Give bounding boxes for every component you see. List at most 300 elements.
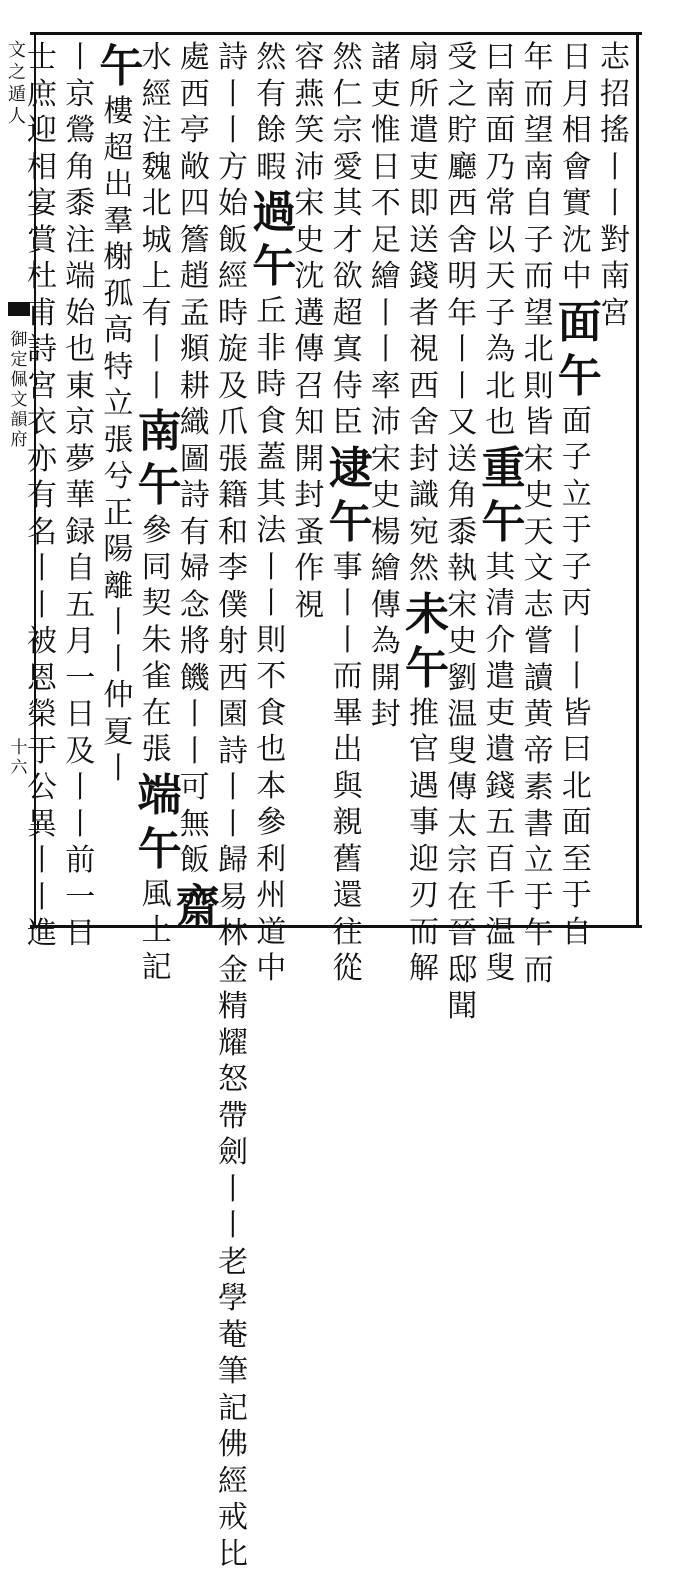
text-char: 則 <box>252 623 290 660</box>
text-char: 劍 <box>214 1135 252 1172</box>
text-run <box>290 186 328 624</box>
text-char: 于 <box>558 513 596 550</box>
text-char: 丨 <box>329 586 367 623</box>
text-char: 衣 <box>23 405 61 442</box>
text-char: 鶯 <box>61 113 99 150</box>
text-char: 刃 <box>405 878 443 915</box>
text-column-3 <box>520 40 558 920</box>
headword <box>99 40 137 94</box>
text-char: 沛 <box>367 405 405 442</box>
text-char: 面 <box>558 404 596 441</box>
text-char: 實 <box>558 186 596 223</box>
text-char: 道 <box>252 915 290 952</box>
text-column-6 <box>405 40 443 920</box>
text-char: 丨 <box>99 642 137 679</box>
text-char: 精 <box>214 989 252 1026</box>
text-run <box>558 40 596 296</box>
text-char: 丨 <box>61 770 99 807</box>
text-char: 皆 <box>520 405 558 442</box>
text-run <box>329 40 367 442</box>
text-column-5 <box>443 40 481 920</box>
text-char: 召 <box>290 369 328 406</box>
text-char: 親 <box>329 805 367 842</box>
text-char: 受 <box>443 40 481 77</box>
text-char: 傳 <box>443 770 481 807</box>
text-char: 欲 <box>329 259 367 296</box>
text-char: 天 <box>520 515 558 552</box>
headword-char: 午 <box>405 642 443 696</box>
text-char: 日 <box>367 150 405 187</box>
text-char: 丨 <box>443 369 481 406</box>
headword <box>481 442 519 550</box>
text-char: 舊 <box>329 842 367 879</box>
text-char: 丨 <box>558 623 596 660</box>
text-char: 其 <box>481 550 519 587</box>
text-char: 開 <box>367 661 405 698</box>
text-char: 老 <box>214 1245 252 1282</box>
text-char: 立 <box>558 477 596 514</box>
text-char: 晉 <box>443 916 481 953</box>
text-char: 耀 <box>214 1026 252 1063</box>
text-char: 亦 <box>23 442 61 479</box>
text-char: 丨 <box>23 588 61 625</box>
text-char: 則 <box>520 369 558 406</box>
text-char: 有 <box>176 515 214 552</box>
text-char: 饑 <box>176 661 214 698</box>
text-char: 名 <box>23 515 61 552</box>
text-char: 僕 <box>214 588 252 625</box>
text-char: 暇 <box>252 150 290 187</box>
text-char: 宛 <box>405 515 443 552</box>
text-char: 官 <box>405 732 443 769</box>
margin-char: 府 <box>6 430 32 450</box>
text-column-15 <box>61 40 99 920</box>
text-char: 天 <box>481 259 519 296</box>
text-char: 本 <box>252 769 290 806</box>
text-char: 舍 <box>405 405 443 442</box>
text-char: 北 <box>481 369 519 406</box>
text-char: 丨 <box>176 697 214 734</box>
text-char: 繪 <box>367 259 405 296</box>
text-char: 非 <box>252 331 290 368</box>
margin-char: 十 <box>6 738 32 758</box>
headword <box>138 769 176 877</box>
text-char: 丨 <box>23 843 61 880</box>
text-char: 華 <box>61 478 99 515</box>
text-char: 前 <box>61 843 99 880</box>
headword-char: 午 <box>138 459 176 513</box>
text-char: 不 <box>367 186 405 223</box>
text-char: 菴 <box>214 1318 252 1355</box>
text-char: 温 <box>481 915 519 952</box>
text-char: 封 <box>290 478 328 515</box>
text-char: 才 <box>329 223 367 260</box>
text-char: 史 <box>443 624 481 661</box>
margin-char: 人 <box>2 106 32 128</box>
text-char: 張 <box>138 732 176 769</box>
text-column-11 <box>214 40 252 920</box>
text-char: 夏 <box>99 715 137 752</box>
text-char: 望 <box>520 113 558 150</box>
headword-char: 午 <box>481 496 519 550</box>
text-char: 宴 <box>23 186 61 223</box>
text-char: 榭 <box>99 240 137 277</box>
text-char: 北 <box>520 332 558 369</box>
text-char: 月 <box>61 624 99 661</box>
text-char: 容 <box>290 40 328 77</box>
top-border <box>30 32 642 35</box>
text-char: 被 <box>23 624 61 661</box>
text-char: 然 <box>405 551 443 588</box>
text-run <box>596 40 634 332</box>
text-char: 月 <box>558 77 596 114</box>
text-char: 劉 <box>443 661 481 698</box>
text-char: 有 <box>23 478 61 515</box>
text-char: 還 <box>329 878 367 915</box>
text-char: 特 <box>99 350 137 387</box>
text-char: 經 <box>214 259 252 296</box>
text-char: 帶 <box>214 1099 252 1136</box>
text-run <box>23 40 61 953</box>
text-char: 迎 <box>23 113 61 150</box>
text-char: 魏 <box>138 150 176 187</box>
text-char: 視 <box>405 332 443 369</box>
margin-char: 佩 <box>6 370 32 390</box>
text-char: 文 <box>520 551 558 588</box>
headword-char: 午 <box>138 823 176 877</box>
text-char: 相 <box>23 150 61 187</box>
text-char: 籍 <box>214 478 252 515</box>
text-char: 繪 <box>367 551 405 588</box>
text-char: 遘 <box>290 296 328 333</box>
text-char: 朱 <box>138 623 176 660</box>
text-run <box>214 40 252 880</box>
text-char: 怒 <box>214 1062 252 1099</box>
margin-char: 之 <box>2 62 32 84</box>
text-char: 餘 <box>252 113 290 150</box>
text-char: 宗 <box>443 843 481 880</box>
text-char: 不 <box>252 659 290 696</box>
text-char: 乃 <box>481 150 519 187</box>
text-char: 州 <box>252 878 290 915</box>
text-run <box>61 40 99 953</box>
text-column-2 <box>558 40 596 920</box>
text-char: 相 <box>558 113 596 150</box>
text-char: 而 <box>520 77 558 114</box>
text-char: 識 <box>405 478 443 515</box>
text-char: 丨 <box>214 77 252 114</box>
text-char: 黍 <box>61 186 99 223</box>
text-char: 易 <box>214 880 252 917</box>
text-char: 千 <box>481 878 519 915</box>
text-char: 遣 <box>481 659 519 696</box>
text-char: 京 <box>61 77 99 114</box>
text-char: 兮 <box>99 459 137 496</box>
text-char: 中 <box>558 259 596 296</box>
text-char: 南 <box>520 150 558 187</box>
text-char: 丨 <box>214 807 252 844</box>
text-char: 簷 <box>176 223 214 260</box>
text-char: 執 <box>443 551 481 588</box>
text-run <box>329 550 367 988</box>
text-char: 子 <box>558 440 596 477</box>
text-char: 方 <box>214 150 252 187</box>
text-run <box>214 880 252 1573</box>
text-char: 丨 <box>596 186 634 223</box>
text-char: 旋 <box>214 332 252 369</box>
text-char: 其 <box>252 477 290 514</box>
text-char: 陽 <box>99 532 137 569</box>
text-char: 于 <box>520 880 558 917</box>
headword <box>252 186 290 294</box>
margin-char: 定 <box>6 350 32 370</box>
text-char: 也 <box>481 405 519 442</box>
text-char: 事 <box>405 805 443 842</box>
text-char: 婦 <box>176 551 214 588</box>
text-char: 燕 <box>290 77 328 114</box>
text-char: 清 <box>481 586 519 623</box>
text-char: 榮 <box>23 697 61 734</box>
text-char: 和 <box>214 515 252 552</box>
text-char: 宋 <box>290 186 328 223</box>
text-char: 樓 <box>99 94 137 131</box>
text-char: 立 <box>520 843 558 880</box>
text-char: 仲 <box>99 678 137 715</box>
text-char: 為 <box>481 332 519 369</box>
text-char: 日 <box>558 40 596 77</box>
text-char: 送 <box>443 442 481 479</box>
text-char: 超 <box>329 296 367 333</box>
text-char: 明 <box>443 259 481 296</box>
text-char: 佛 <box>214 1427 252 1464</box>
headword <box>138 405 176 513</box>
text-char: 風 <box>138 877 176 914</box>
text-char: 庶 <box>23 77 61 114</box>
text-char: 日 <box>61 916 99 953</box>
headword-char: 過 <box>252 186 290 240</box>
text-char: 織 <box>176 405 214 442</box>
text-char: 寘 <box>329 332 367 369</box>
text-char: 五 <box>61 588 99 625</box>
text-char: 對 <box>596 223 634 260</box>
text-char: 射 <box>214 624 252 661</box>
text-char: 進 <box>23 916 61 953</box>
text-run <box>520 40 558 442</box>
text-char: 東 <box>61 369 99 406</box>
text-char: 會 <box>558 150 596 187</box>
text-char: 丨 <box>214 113 252 150</box>
text-char: 李 <box>214 551 252 588</box>
text-char: 超 <box>99 131 137 168</box>
text-char: 而 <box>329 659 367 696</box>
text-char: 丨 <box>252 586 290 623</box>
text-char: 端 <box>61 259 99 296</box>
text-char: 記 <box>214 1391 252 1428</box>
text-char: 宮 <box>23 369 61 406</box>
text-char: 異 <box>23 807 61 844</box>
text-char: 自 <box>520 186 558 223</box>
text-char: 太 <box>443 807 481 844</box>
text-char: 志 <box>596 40 634 77</box>
text-char: 杜 <box>23 259 61 296</box>
text-char: 水 <box>138 40 176 77</box>
text-char: 丨 <box>61 807 99 844</box>
headword <box>329 442 367 550</box>
text-char: 叟 <box>443 734 481 771</box>
text-char: 遣 <box>405 113 443 150</box>
text-char: 念 <box>176 588 214 625</box>
text-char: 讀 <box>520 661 558 698</box>
text-char: 傳 <box>367 588 405 625</box>
text-char: 西 <box>214 661 252 698</box>
text-char: 封 <box>405 442 443 479</box>
text-char: 錢 <box>481 769 519 806</box>
text-char: 楊 <box>367 515 405 552</box>
text-char: 立 <box>99 386 137 423</box>
text-char: 丨 <box>176 734 214 771</box>
text-char: 經 <box>214 1464 252 1501</box>
text-char: 角 <box>61 150 99 187</box>
text-column-1 <box>596 40 634 920</box>
text-char: 又 <box>443 405 481 442</box>
text-char: 宮 <box>596 296 634 333</box>
text-char: 素 <box>520 770 558 807</box>
text-char: 公 <box>23 770 61 807</box>
text-char: 志 <box>520 588 558 625</box>
text-run <box>405 696 443 988</box>
text-run <box>405 40 443 588</box>
text-char: 丨 <box>138 369 176 406</box>
text-char: 曰 <box>481 40 519 77</box>
text-char: 有 <box>138 296 176 333</box>
text-char: 史 <box>290 223 328 260</box>
text-char: 與 <box>329 769 367 806</box>
text-char: 而 <box>520 953 558 990</box>
text-char: 丨 <box>214 1208 252 1245</box>
text-char: 蚤 <box>290 515 328 552</box>
headword-char: 重 <box>481 442 519 496</box>
text-char: 契 <box>138 586 176 623</box>
text-char: 圖 <box>176 442 214 479</box>
text-char: 臣 <box>329 405 367 442</box>
margin-char: 遁 <box>2 84 32 106</box>
text-char: 年 <box>443 296 481 333</box>
text-char: 丨 <box>443 332 481 369</box>
headword-char: 午 <box>558 350 596 404</box>
text-char: 知 <box>290 405 328 442</box>
text-char: 沈 <box>290 259 328 296</box>
text-char: 丨 <box>367 296 405 333</box>
text-char: 常 <box>481 186 519 223</box>
text-run <box>138 877 176 987</box>
text-char: 戒 <box>214 1500 252 1537</box>
text-char: 之 <box>443 77 481 114</box>
text-char: 法 <box>252 513 290 550</box>
text-char: 詩 <box>176 478 214 515</box>
headword-char: 齋 <box>176 880 214 934</box>
margin-char: 文 <box>6 390 32 410</box>
text-char: 京 <box>61 405 99 442</box>
text-char: 注 <box>61 223 99 260</box>
text-char: 百 <box>481 842 519 879</box>
text-char: 舍 <box>443 223 481 260</box>
text-char: 推 <box>405 696 443 733</box>
headword <box>405 588 443 696</box>
margin-char: 文 <box>2 40 32 62</box>
text-char: 仁 <box>329 77 367 114</box>
text-column-4 <box>481 40 519 920</box>
text-char: 離 <box>99 569 137 606</box>
text-run <box>99 423 137 679</box>
text-run <box>367 40 405 442</box>
text-char: 時 <box>252 367 290 404</box>
text-char: 雀 <box>138 659 176 696</box>
text-char: 帝 <box>520 734 558 771</box>
text-char: 孟 <box>176 296 214 333</box>
text-column-13 <box>138 40 176 920</box>
text-char: 筆 <box>214 1354 252 1391</box>
headword <box>558 296 596 404</box>
text-char: 史 <box>520 478 558 515</box>
text-char: 南 <box>596 259 634 296</box>
text-char: 為 <box>367 624 405 661</box>
text-char: 在 <box>138 696 176 733</box>
text-char: 正 <box>99 496 137 533</box>
text-char: 書 <box>520 807 558 844</box>
text-char: 丙 <box>558 586 596 623</box>
text-char: 高 <box>99 313 137 350</box>
text-char: 解 <box>405 951 443 988</box>
text-char: 扇 <box>405 40 443 77</box>
text-char: 其 <box>329 186 367 223</box>
text-char: 廳 <box>443 150 481 187</box>
text-char: 詩 <box>23 332 61 369</box>
text-char: 宋 <box>443 588 481 625</box>
text-char: 然 <box>329 40 367 77</box>
text-char: 士 <box>23 40 61 77</box>
text-char: 亭 <box>176 113 214 150</box>
text-char: 將 <box>176 624 214 661</box>
text-char: 耕 <box>176 369 214 406</box>
text-char: 丨 <box>99 751 137 788</box>
text-char: 于 <box>558 878 596 915</box>
headword-char: 端 <box>138 769 176 823</box>
text-run <box>520 442 558 990</box>
text-char: 叟 <box>481 951 519 988</box>
text-char: 沛 <box>290 150 328 187</box>
text-char: 于 <box>23 734 61 771</box>
text-char: 詩 <box>214 40 252 77</box>
text-char: 皆 <box>558 696 596 733</box>
text-run <box>558 404 596 952</box>
text-char: 介 <box>481 623 519 660</box>
text-char: 笑 <box>290 113 328 150</box>
text-char: 即 <box>405 186 443 223</box>
text-run <box>443 40 481 588</box>
text-char: 中 <box>252 951 290 988</box>
text-char: 自 <box>558 915 596 952</box>
text-char: 西 <box>443 186 481 223</box>
text-char: 日 <box>61 697 99 734</box>
text-char: 學 <box>214 1281 252 1318</box>
text-char: 歸 <box>214 843 252 880</box>
text-char: 子 <box>558 550 596 587</box>
text-char: 諸 <box>367 40 405 77</box>
text-char: 年 <box>520 40 558 77</box>
right-border <box>636 32 639 928</box>
text-char: 者 <box>405 296 443 333</box>
text-char: 在 <box>443 880 481 917</box>
